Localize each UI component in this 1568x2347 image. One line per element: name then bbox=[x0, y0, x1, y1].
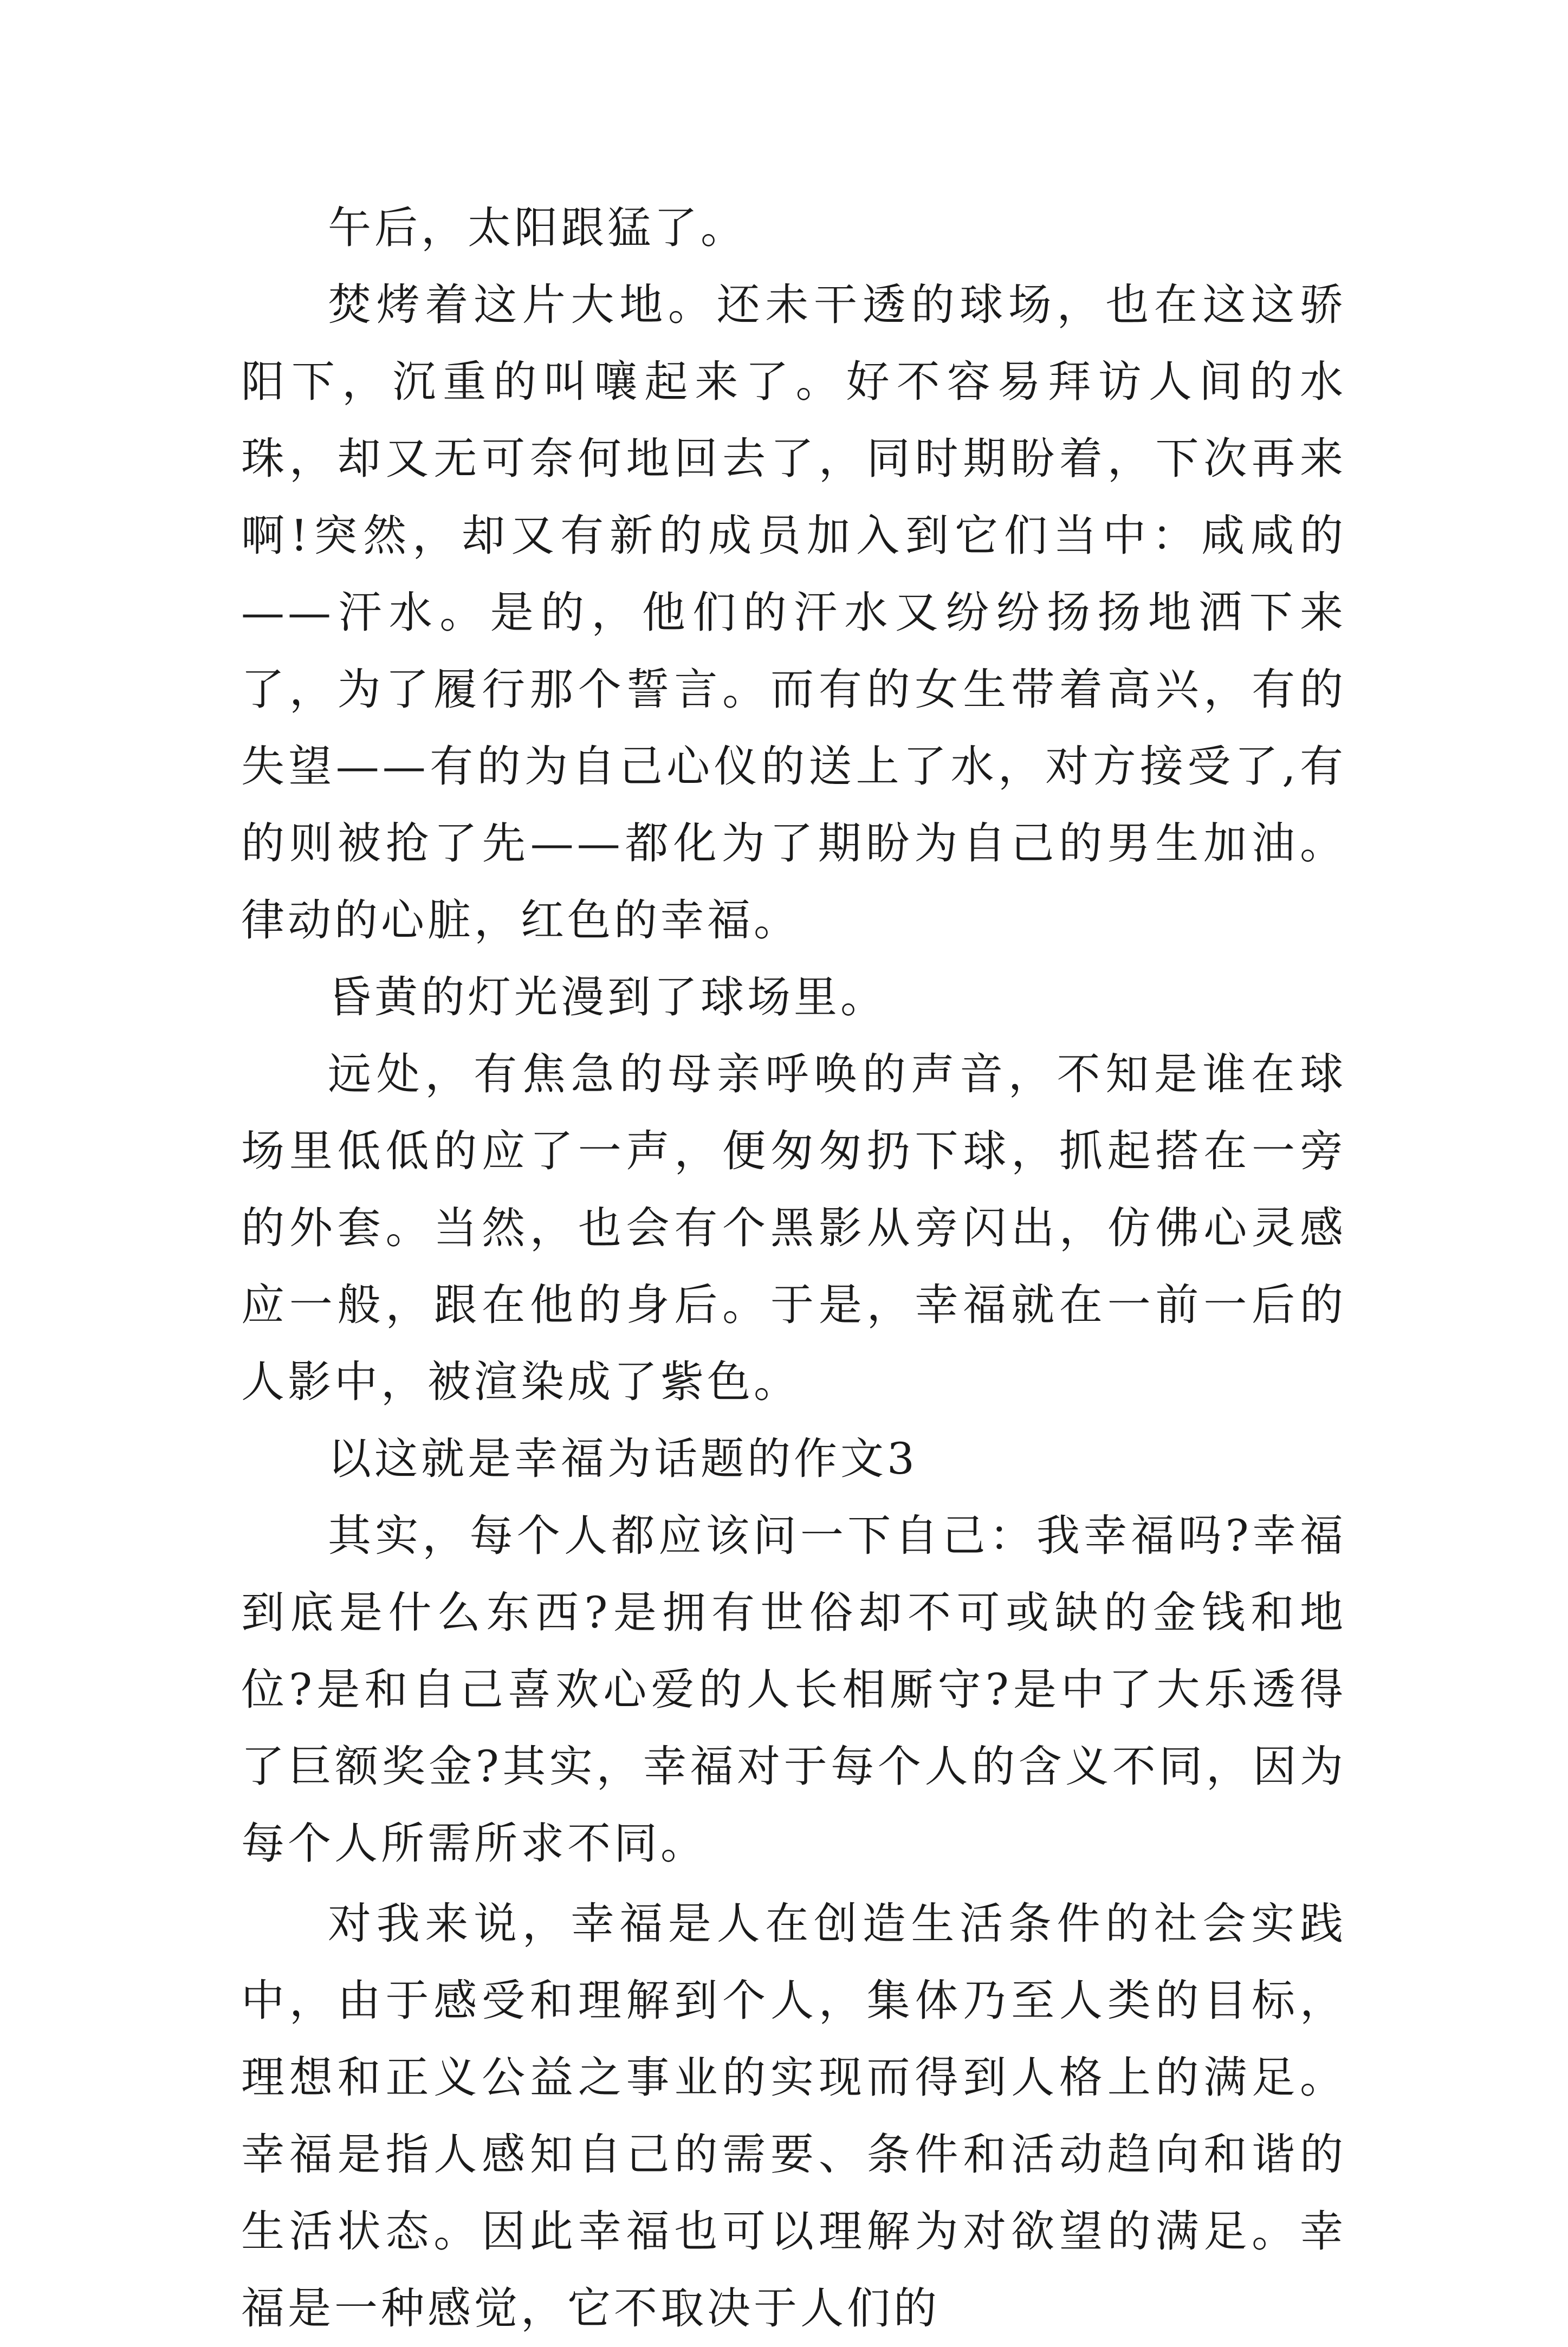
paragraph-4: 远处，有焦急的母亲呼唤的声音，不知是谁在球场里低低的应了一声，便匆匆扔下球，抓起搭在一旁的外套。当然，也会有个黑影从旁闪出，仿佛心灵感应一般，跟在他的身后。于是，幸福就在一前一后的人影中，被渲染成了紫色。 bbox=[241, 1049, 1346, 1407]
paragraph-5: 其实，每个人都应该问一下自己：我幸福吗?幸福到底是什么东西?是拥有世俗却不可或缺的金钱和地位?是和自己喜欢心爱的人长相厮守?是中了大乐透得了巨额奖金?其实，幸福对于每个人的含义不同，因为每个人所需所求不同。 bbox=[241, 1510, 1346, 1869]
paragraph-3: 昏黄的灯光漫到了球场里。 bbox=[328, 972, 887, 1022]
paragraph-1: 午后，太阳跟猛了。 bbox=[328, 203, 747, 253]
paragraph-6: 对我来说，幸福是人在创造生活条件的社会实践中，由于感受和理解到个人，集体乃至人类的目标，理想和正义公益之事业的实现而得到人格上的满足。幸福是指人感知自己的需要、条件和活动趋向和谐的生活状态。因此幸福也可以理解为对欲望的满足。幸福是一种感觉，它不取决于人们的 bbox=[241, 1898, 1346, 2333]
section-heading: 以这就是幸福为话题的作文3 bbox=[328, 1434, 918, 1484]
document-body bbox=[241, 190, 1346, 2347]
paragraph-2: 焚烤着这片大地。还未干透的球场，也在这这骄阳下，沉重的叫嚷起来了。好不容易拜访人间的水珠，却又无可奈何地回去了，同时期盼着，下次再来啊!突然，却又有新的成员加入到它们当中：咸咸的——汗水。是的，他们的汗水又纷纷扬扬地洒下来了，为了履行那个誓言。而有的女生带着高兴，有的失望——有的为自己心仪的送上了水，对方接受了,有的则被抢了先——都化为了期盼为自己的男生加油。律动的心脏，红色的幸福。 bbox=[241, 280, 1346, 945]
